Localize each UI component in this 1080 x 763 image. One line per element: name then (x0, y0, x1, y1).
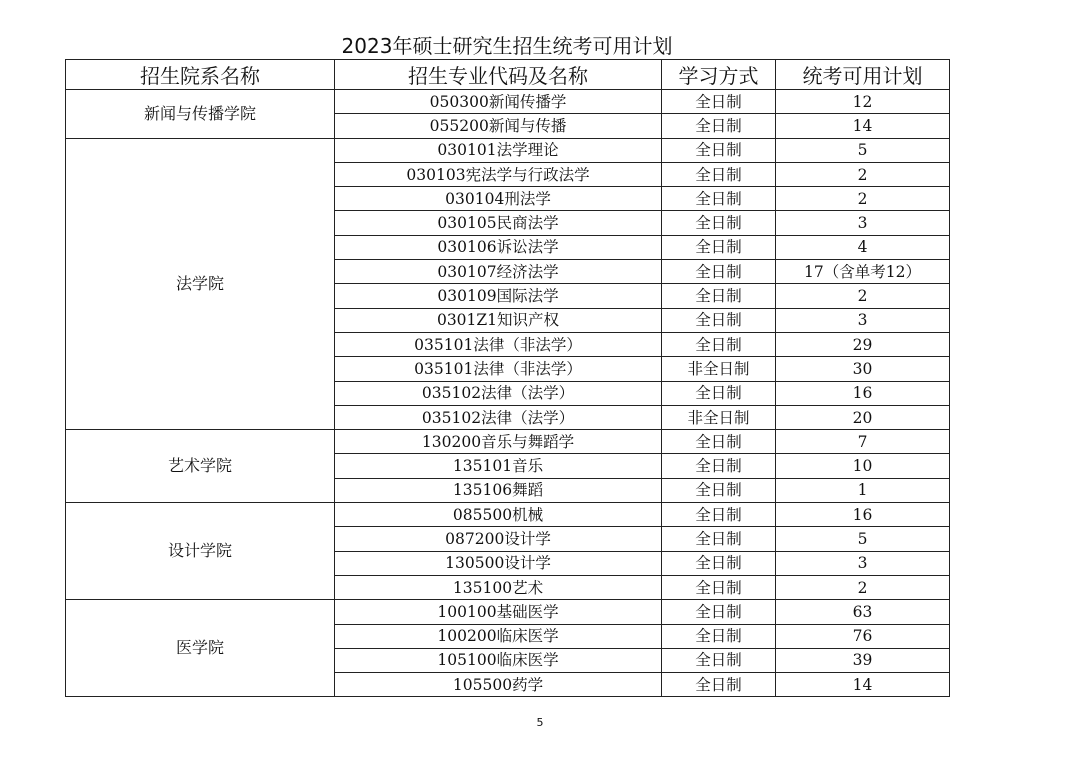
major-cell: 0301Z1知识产权 (335, 308, 662, 332)
major-cell: 030103宪法学与行政法学 (335, 162, 662, 186)
major-cell: 130500设计学 (335, 551, 662, 575)
page-number: 5 (536, 716, 544, 729)
major-cell: 035101法律（非法学） (335, 357, 662, 381)
mode-cell: 全日制 (662, 138, 776, 162)
table-row (66, 138, 950, 162)
major-cell: 030106诉讼法学 (335, 235, 662, 259)
major-cell: 100100基础医学 (335, 600, 662, 624)
mode-cell: 全日制 (662, 284, 776, 308)
college-cell: 艺术学院 (66, 430, 335, 503)
enrollment-plan-table (65, 59, 950, 697)
plan-cell: 14 (776, 114, 950, 138)
plan-cell: 30 (776, 357, 950, 381)
plan-cell: 16 (776, 381, 950, 405)
major-cell: 135100艺术 (335, 575, 662, 599)
major-cell: 050300新闻传播学 (335, 90, 662, 114)
mode-cell: 全日制 (662, 260, 776, 284)
plan-cell: 12 (776, 90, 950, 114)
mode-cell: 全日制 (662, 551, 776, 575)
mode-cell: 全日制 (662, 235, 776, 259)
plan-cell: 5 (776, 138, 950, 162)
header-major: 招生专业代码及名称 (335, 60, 662, 90)
mode-cell: 非全日制 (662, 357, 776, 381)
major-cell: 135106舞蹈 (335, 478, 662, 502)
table-header-row (66, 60, 950, 90)
mode-cell: 全日制 (662, 575, 776, 599)
plan-cell: 4 (776, 235, 950, 259)
mode-cell: 全日制 (662, 332, 776, 356)
table-row (66, 600, 950, 624)
college-cell: 法学院 (66, 138, 335, 430)
table-row (66, 503, 950, 527)
mode-cell: 全日制 (662, 430, 776, 454)
mode-cell: 全日制 (662, 624, 776, 648)
page-title: 2023年硕士研究生招生统考可用计划 (341, 34, 673, 58)
major-cell: 130200音乐与舞蹈学 (335, 430, 662, 454)
major-cell: 105100临床医学 (335, 648, 662, 672)
major-cell: 035101法律（非法学） (335, 332, 662, 356)
plan-cell: 20 (776, 405, 950, 429)
plan-cell: 76 (776, 624, 950, 648)
mode-cell: 全日制 (662, 503, 776, 527)
plan-cell: 14 (776, 673, 950, 697)
major-cell: 105500药学 (335, 673, 662, 697)
plan-cell: 1 (776, 478, 950, 502)
mode-cell: 全日制 (662, 162, 776, 186)
mode-cell: 全日制 (662, 114, 776, 138)
plan-cell: 16 (776, 503, 950, 527)
major-cell: 030104刑法学 (335, 187, 662, 211)
plan-cell: 63 (776, 600, 950, 624)
table-row (66, 90, 950, 114)
plan-cell: 3 (776, 211, 950, 235)
mode-cell: 全日制 (662, 381, 776, 405)
table-row (66, 430, 950, 454)
mode-cell: 全日制 (662, 600, 776, 624)
major-cell: 085500机械 (335, 503, 662, 527)
mode-cell: 全日制 (662, 648, 776, 672)
major-cell: 030101法学理论 (335, 138, 662, 162)
plan-cell: 10 (776, 454, 950, 478)
major-cell: 055200新闻与传播 (335, 114, 662, 138)
mode-cell: 全日制 (662, 308, 776, 332)
major-cell: 087200设计学 (335, 527, 662, 551)
plan-cell: 3 (776, 308, 950, 332)
plan-cell: 3 (776, 551, 950, 575)
plan-cell: 17（含单考12） (776, 260, 950, 284)
mode-cell: 全日制 (662, 527, 776, 551)
mode-cell: 非全日制 (662, 405, 776, 429)
header-college: 招生院系名称 (66, 60, 335, 90)
plan-cell: 2 (776, 162, 950, 186)
major-cell: 030105民商法学 (335, 211, 662, 235)
mode-cell: 全日制 (662, 454, 776, 478)
mode-cell: 全日制 (662, 187, 776, 211)
mode-cell: 全日制 (662, 478, 776, 502)
plan-cell: 5 (776, 527, 950, 551)
table-body (66, 90, 950, 697)
header-plan: 统考可用计划 (776, 60, 950, 90)
college-cell: 医学院 (66, 600, 335, 697)
major-cell: 035102法律（法学） (335, 381, 662, 405)
plan-cell: 2 (776, 187, 950, 211)
college-cell: 新闻与传播学院 (66, 90, 335, 139)
mode-cell: 全日制 (662, 673, 776, 697)
major-cell: 135101音乐 (335, 454, 662, 478)
major-cell: 100200临床医学 (335, 624, 662, 648)
plan-cell: 29 (776, 332, 950, 356)
major-cell: 030109国际法学 (335, 284, 662, 308)
header-mode: 学习方式 (662, 60, 776, 90)
mode-cell: 全日制 (662, 90, 776, 114)
plan-cell: 2 (776, 575, 950, 599)
major-cell: 035102法律（法学） (335, 405, 662, 429)
mode-cell: 全日制 (662, 211, 776, 235)
major-cell: 030107经济法学 (335, 260, 662, 284)
college-cell: 设计学院 (66, 503, 335, 600)
plan-cell: 7 (776, 430, 950, 454)
plan-cell: 2 (776, 284, 950, 308)
plan-cell: 39 (776, 648, 950, 672)
